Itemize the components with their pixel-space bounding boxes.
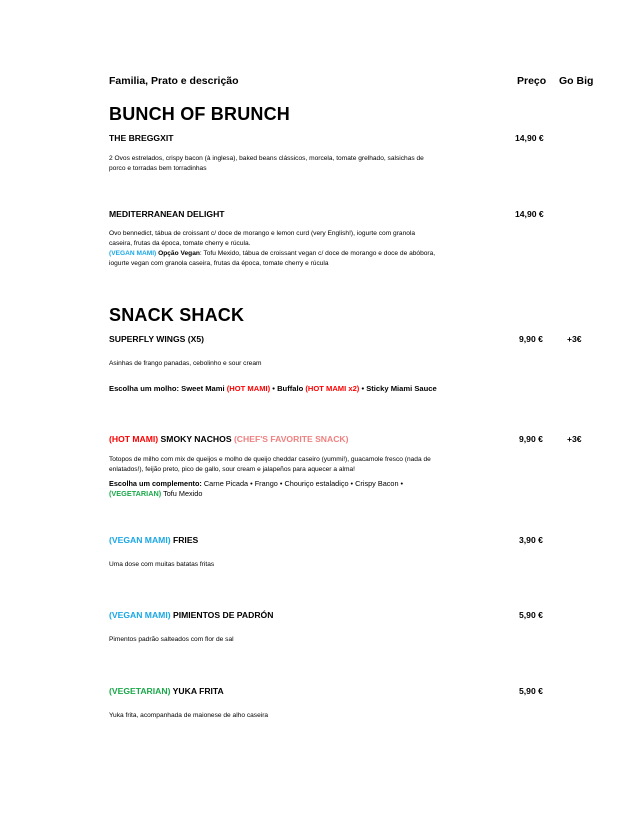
item-title-nachos (109, 434, 349, 444)
sauce-options (109, 384, 437, 393)
item-desc-nachos (109, 455, 509, 475)
complement-line (109, 489, 509, 499)
vegan-tag: (VEGAN MAMI) (109, 610, 171, 620)
vegetarian-tag: (VEGETARIAN) (109, 489, 162, 498)
item-desc-yuka: Yuka frita, acompanhada de maionese de alho caseira (109, 712, 269, 719)
item-title-breggxit: THE BREGGXIT (109, 133, 174, 143)
item-price-mediterranean: 14,90 € (515, 209, 544, 219)
item-desc-mediterranean (109, 229, 509, 269)
vegetarian-tag: (VEGETARIAN) (109, 686, 171, 696)
nachos-title: SMOKY NACHOS (158, 434, 234, 444)
desc-line: caseira, frutas da época, tomate cherry e rúcula. (109, 240, 251, 247)
desc-line: 2 Ovos estrelados, crispy bacon (à inglesa), baked beans clássicos, morcela, tomate grelhado, salsichas de (109, 155, 424, 162)
complement-line (109, 479, 509, 489)
desc-line: porco e torradas bem torradinhas (109, 165, 207, 172)
item-gobig-wings: +3€ (567, 334, 582, 344)
item-price-fries: 3,90 € (519, 535, 543, 545)
complement-veg-text: Tofu Mexido (161, 489, 203, 498)
hot-mami-x2-tag: (HOT MAMI x2) (305, 384, 360, 393)
item-price-nachos: 9,90 € (519, 434, 543, 444)
item-title-yuka (109, 686, 224, 696)
yuka-title: YUKA FRITA (170, 686, 224, 696)
column-header-item: Familia, Prato e descrição (109, 75, 239, 87)
complement-label: Escolha um complemento: (109, 479, 202, 488)
item-price-wings: 9,90 € (519, 334, 543, 344)
column-header-price: Preço (517, 75, 547, 87)
vegan-tag: (VEGAN MAMI) (109, 250, 157, 257)
sauce-label: Escolha um molho: Sweet Mami (109, 384, 227, 393)
sauce-end: • Sticky Miami Sauce (359, 384, 437, 393)
vegan-tag: (VEGAN MAMI) (109, 535, 171, 545)
sauce-mid: • Buffalo (270, 384, 306, 393)
item-desc-breggxit (109, 154, 509, 174)
hot-mami-tag: (HOT MAMI) (226, 384, 271, 393)
desc-line: Totopos de milho com mix de queijos e molho de queijo cheddar caseiro (yummi!), guacamole fresco (nada de (109, 456, 431, 463)
item-desc-wings: Asinhas de frango panadas, cebolinho e sour cream (109, 360, 262, 367)
padron-title: PIMIENTOS DE PADRÓN (170, 610, 274, 620)
complement-options (109, 479, 509, 499)
item-desc-fries: Uma dose com muitas batatas fritas (109, 561, 215, 568)
section-title-brunch: BUNCH OF BRUNCH (109, 104, 290, 124)
item-title-mediterranean: MEDITERRANEAN DELIGHT (109, 209, 225, 219)
vegan-option-text: : Tofu Mexido, tábua de croissant vegan c/ doce de morango e doce de abóbora, (199, 250, 436, 257)
desc-line: iogurte vegan com granola caseira, frutas da época, tomate cherry e rúcula (109, 260, 329, 267)
hot-mami-tag: (HOT MAMI) (109, 434, 159, 444)
vegan-option-label: Opção Vegan (158, 250, 200, 257)
fries-title: FRIES (170, 535, 199, 545)
item-desc-padron: Pimentos padrão salteados com flor de sal (109, 636, 234, 643)
item-gobig-nachos: +3€ (567, 434, 582, 444)
item-title-padron (109, 610, 273, 620)
complement-text: Carne Picada • Frango • Chouriço estaladiço • Crispy Bacon • (201, 479, 404, 488)
chef-favorite-tag: (CHEF'S FAVORITE SNACK) (233, 434, 349, 444)
desc-line: enlatados!), feijão preto, pico de gallo, sour cream e jalapeños para aquecer a alma! (109, 466, 355, 473)
desc-line: Ovo bennedict, tábua de croissant c/ doce de morango e lemon curd (very English!), iogurte com granola (109, 230, 416, 237)
item-price-padron: 5,90 € (519, 610, 543, 620)
section-title-snack: SNACK SHACK (109, 305, 245, 325)
column-header-gobig: Go Big (559, 75, 594, 87)
item-title-wings: SUPERFLY WINGS (X5) (109, 334, 205, 344)
vegan-option-line (109, 249, 509, 259)
item-price-breggxit: 14,90 € (515, 133, 544, 143)
item-price-yuka: 5,90 € (519, 686, 543, 696)
item-title-fries (109, 535, 198, 545)
